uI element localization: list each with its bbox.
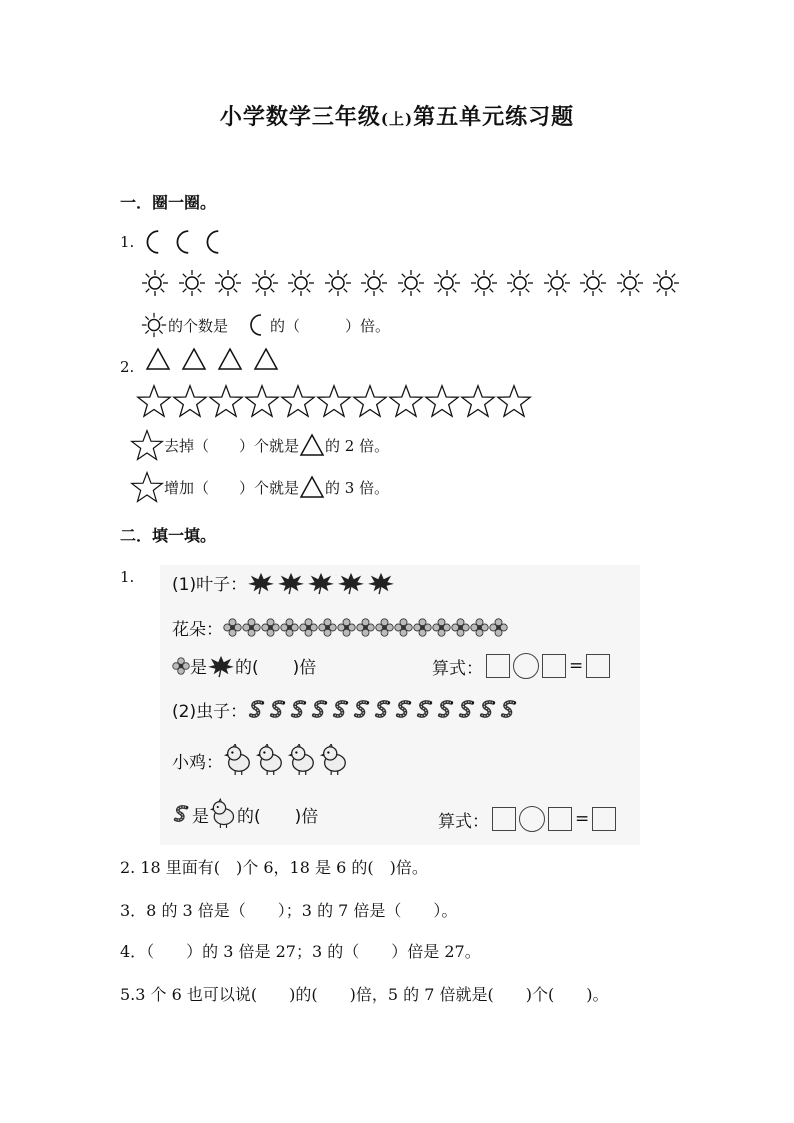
flower-row xyxy=(223,618,508,637)
triangle-icon xyxy=(299,433,325,457)
flower-icon xyxy=(432,618,451,637)
section1-heading: 一．圈一圈。 xyxy=(120,193,217,212)
p1-formula xyxy=(432,653,610,679)
star-row xyxy=(136,383,532,419)
s2-q3: 3．8 的 3 倍是（ ）；3 的 7 倍是（ ）。 xyxy=(120,901,458,920)
formula-label: 算式： xyxy=(438,811,489,832)
answer-box[interactable] xyxy=(542,654,566,678)
triangle-icon xyxy=(253,347,279,371)
s1-q1-number: 1. xyxy=(120,233,135,251)
s1-q1-text-a: 的个数是 xyxy=(168,316,229,335)
chick-line xyxy=(172,744,349,776)
worm-icon xyxy=(436,699,457,720)
sun-icon xyxy=(213,268,243,298)
chick-icon xyxy=(319,744,349,776)
star-icon xyxy=(496,383,532,419)
star-icon xyxy=(316,383,352,419)
leaf-row xyxy=(247,571,395,595)
worm-icon xyxy=(268,699,289,720)
p2-formula xyxy=(438,806,616,832)
title-rest: 第五单元练习题 xyxy=(413,104,575,130)
p2-question xyxy=(172,798,318,830)
star-icon xyxy=(280,383,316,419)
triangle-icon xyxy=(217,347,243,371)
s1-q1-text-b: 的（ ）倍。 xyxy=(270,316,391,335)
p2-q-b: 的( )倍 xyxy=(237,806,319,827)
leaf-icon xyxy=(367,571,395,595)
flower-icon xyxy=(318,618,337,637)
leaf-icon xyxy=(307,571,335,595)
operator-circle[interactable] xyxy=(513,653,539,679)
p1-label: (1)叶子： xyxy=(172,575,248,595)
worm-icon xyxy=(457,699,478,720)
p1-question xyxy=(172,653,316,678)
flower-icon xyxy=(299,618,318,637)
flower-icon xyxy=(451,618,470,637)
star-icon xyxy=(130,470,164,504)
worm-icon xyxy=(478,699,499,720)
moon-icon xyxy=(142,229,168,255)
answer-box[interactable] xyxy=(548,807,572,831)
worm-row xyxy=(247,699,520,720)
leaf-line xyxy=(172,570,395,595)
worm-icon xyxy=(352,699,373,720)
flower-icon xyxy=(489,618,508,637)
flower-icon xyxy=(261,618,280,637)
p1-q-a: 是 xyxy=(190,658,207,678)
s1-q2-line1-b: 的 2 倍。 xyxy=(325,436,390,455)
sun-icon xyxy=(359,268,389,298)
worm-icon xyxy=(310,699,331,720)
triangle-icon xyxy=(145,347,171,371)
flower-icon xyxy=(394,618,413,637)
sun-icon xyxy=(432,268,462,298)
s1-q2-line2 xyxy=(130,470,389,504)
worm-icon xyxy=(247,699,268,720)
star-icon xyxy=(424,383,460,419)
sun-icon xyxy=(469,268,499,298)
worm-icon xyxy=(394,699,415,720)
star-icon xyxy=(352,383,388,419)
s1-q2-line2-a: 增加（ ）个就是 xyxy=(164,478,300,497)
sun-icon xyxy=(323,268,353,298)
chick-icon xyxy=(223,744,253,776)
worm-icon xyxy=(172,804,192,824)
worm-icon xyxy=(373,699,394,720)
leaf-icon xyxy=(207,654,235,678)
triangle-icon xyxy=(299,475,325,499)
sun-icon xyxy=(177,268,207,298)
s1-q2-line1 xyxy=(130,428,389,462)
title-main: 小学数学三年级 xyxy=(219,104,381,130)
sun-icon xyxy=(140,311,168,339)
star-icon xyxy=(388,383,424,419)
equals-sign: = xyxy=(575,809,590,829)
s2-q4: 4．（ ）的 3 倍是 27；3 的（ ）倍是 27。 xyxy=(120,942,481,961)
flower-icon xyxy=(280,618,299,637)
sun-icon xyxy=(651,268,681,298)
chick-icon xyxy=(209,798,237,830)
p2-q-a: 是 xyxy=(192,806,209,827)
answer-box[interactable] xyxy=(592,807,616,831)
star-icon xyxy=(208,383,244,419)
s1-q1-question xyxy=(140,311,390,339)
flower-icon xyxy=(413,618,432,637)
worm-line xyxy=(172,697,520,722)
answer-box[interactable] xyxy=(486,654,510,678)
s2-q5: 5.3 个 6 也可以说( )的( )倍，5 的 7 倍就是( )个( )。 xyxy=(120,985,609,1004)
sun-icon xyxy=(542,268,572,298)
triangle-icon xyxy=(181,347,207,371)
answer-box[interactable] xyxy=(492,807,516,831)
triangle-row xyxy=(145,347,279,371)
sun-icon xyxy=(286,268,316,298)
s1-q2-number: 2. xyxy=(120,358,135,376)
worm-icon xyxy=(415,699,436,720)
title-paren: (上) xyxy=(380,110,414,128)
leaf-icon xyxy=(277,571,305,595)
moon-icon xyxy=(172,229,198,255)
chick-icon xyxy=(255,744,285,776)
moon-icon xyxy=(202,229,228,255)
sun-icon xyxy=(615,268,645,298)
p2-label: (2)虫子： xyxy=(172,702,248,722)
sun-row xyxy=(140,268,681,298)
moon-icon xyxy=(246,313,270,337)
flower-icon xyxy=(223,618,242,637)
sun-icon xyxy=(396,268,426,298)
worm-icon xyxy=(289,699,310,720)
star-icon xyxy=(244,383,280,419)
star-icon xyxy=(460,383,496,419)
flower-icon xyxy=(172,657,190,675)
chick-icon xyxy=(287,744,317,776)
moon-row xyxy=(142,229,228,255)
page-title xyxy=(0,100,794,131)
chick-row xyxy=(223,744,349,776)
s1-q2-line1-a: 去掉（ ）个就是 xyxy=(164,436,300,455)
flower-line xyxy=(172,615,508,640)
s2-q1-number: 1. xyxy=(120,568,135,586)
flower-icon xyxy=(470,618,489,637)
answer-box[interactable] xyxy=(586,654,610,678)
star-icon xyxy=(136,383,172,419)
section2-heading: 二．填一填。 xyxy=(120,526,217,545)
operator-circle[interactable] xyxy=(519,806,545,832)
star-icon xyxy=(172,383,208,419)
flower-icon xyxy=(242,618,261,637)
worm-icon xyxy=(499,699,520,720)
flower-label: 花朵： xyxy=(172,620,223,640)
s2-q2: 2. 18 里面有( )个 6，18 是 6 的( )倍。 xyxy=(120,858,428,877)
flower-icon xyxy=(356,618,375,637)
leaf-icon xyxy=(337,571,365,595)
star-icon xyxy=(130,428,164,462)
s1-q2-line2-b: 的 3 倍。 xyxy=(325,478,390,497)
p1-q-b: 的( )倍 xyxy=(235,658,317,678)
leaf-icon xyxy=(247,571,275,595)
chick-label: 小鸡： xyxy=(172,752,223,773)
sun-icon xyxy=(140,268,170,298)
formula-label: 算式： xyxy=(432,658,483,679)
flower-icon xyxy=(337,618,356,637)
sun-icon xyxy=(505,268,535,298)
worm-icon xyxy=(331,699,352,720)
sun-icon xyxy=(578,268,608,298)
sun-icon xyxy=(250,268,280,298)
equals-sign: = xyxy=(569,656,584,676)
flower-icon xyxy=(375,618,394,637)
